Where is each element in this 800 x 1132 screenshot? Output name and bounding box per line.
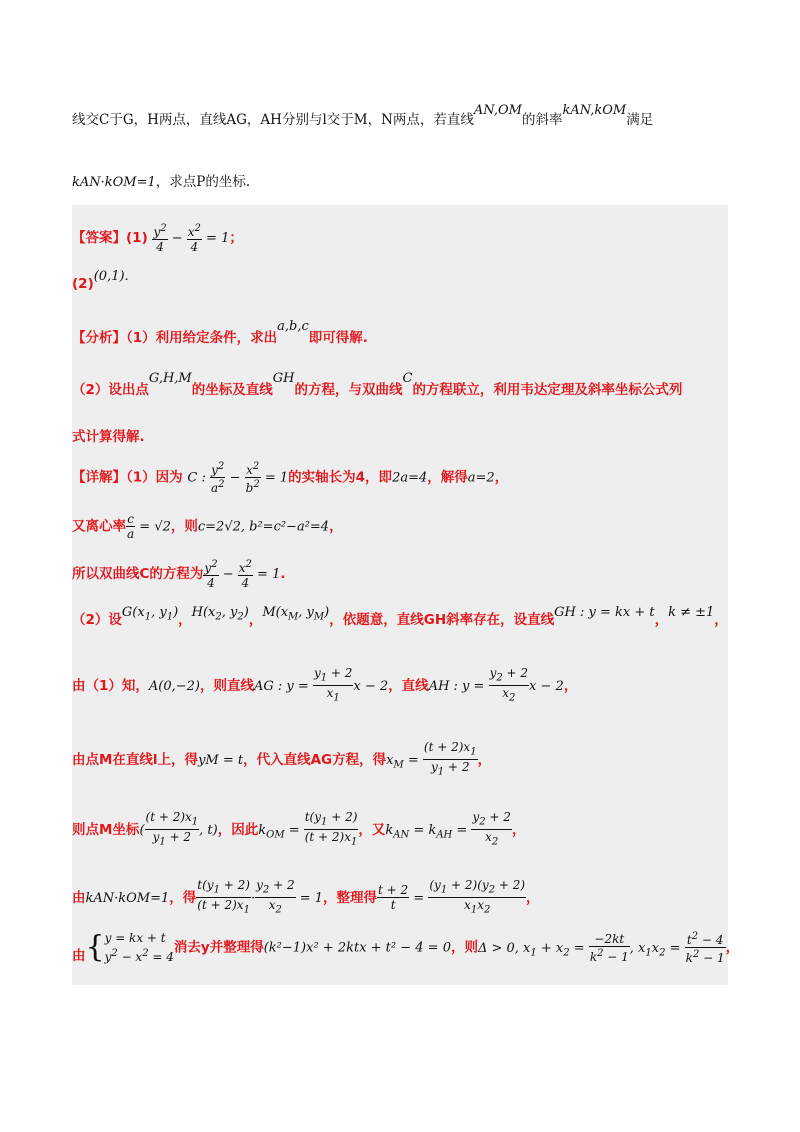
- answer-part1-label: (1): [126, 230, 148, 246]
- detail-line-8: 由kAN·kOM=1，得 $\frac{t(y_1 + 2)}{(t + 2)x_1}$ · $\frac{y_2 + 2}{x_2}$ = 1，整理得 $\frac{t + 2}{t}$ = $\frac{(y_1 + 2)(y_2 + 2)}{x_1x_2}$ ，: [72, 878, 540, 916]
- problem-line-1: [72, 103, 654, 128]
- detail-line-3: 所以双曲线C的方程为 $\frac{y^2}{4}$ − $\frac{x^2}{4}$ = 1.: [72, 559, 286, 590]
- answer-line-1: 【答案】(1) $\frac{y^2}{4}$ − $\frac{x^2}{4}$ = 1；: [72, 223, 243, 254]
- detail-line-4: （2）设$G(x_1$, $y_1$)，$H(x_2$, $y_2$)，$M(x_M$, $y_M$)，依题意，直线GH斜率存在，设直线GH : y = kx + t，k ≠ ±1，: [72, 605, 728, 628]
- answer-part2-value: (0,1).: [93, 269, 129, 284]
- math-abc: a,b,c: [277, 319, 309, 334]
- analysis-line-3: 式计算得解.: [72, 429, 145, 445]
- detail-line-1: 【详解】（1）因为 C : $\frac{y^2}{a^2}$ − $\frac{x^2}{b^2}$ = 1的实轴长为4，即2a=4，解得a=2，: [72, 461, 509, 495]
- detail-line-7: 则点M坐标( $\frac{(t + 2)x_1}{y_1 + 2}$ , t)，因此$k_{OM}$ = $\frac{t(y_1 + 2)}{(t + 2)x_1}$ ，又$k_{AN} = k_{AH}$ = $\frac{y_2 + 2}{x_2}$ ，: [72, 810, 526, 848]
- problem-text: 的斜率: [521, 112, 563, 128]
- detail-line-5: 由（1）知，A(0,−2)，则直线AG : y = $\frac{y_1 + 2}{x_1}$ x − 2，直线AH : y = $\frac{y_2 + 2}{x_2}$ x − 2，: [72, 666, 578, 704]
- problem-text: ，求点P的坐标.: [155, 174, 251, 190]
- math-slope-product: kAN·kOM=1: [72, 175, 156, 190]
- detail-line-9: 由{ y = kx + t $y^2 - x^2 = 4$ 消去y并整理得(k²−1)x² + 2ktx + t² − 4 = 0，则Δ > 0, $x_1 + x_2$ = $\frac{-2kt}{k^2 - 1}$ , $x_1x_2$ = $\frac{t^2 - 4}{k^2 - 1}$ ，: [72, 929, 740, 965]
- detail-line-2: 又离心率 $\frac{c}{a}$ = √2，则c=2√2, b²=c²−a²=4，: [72, 512, 343, 541]
- answer-part2-label: (2): [72, 276, 94, 292]
- answer-line-2: [72, 268, 129, 292]
- answer-label: 【答案】: [72, 230, 126, 246]
- math-an-om: AN,OM: [473, 103, 522, 118]
- math-slopes: kAN,kOM: [562, 103, 627, 118]
- detail-line-6: 由点M在直线l上，得yM = t，代入直线AG方程，得$x_M$ = $\frac{(t + 2)x_1}{y_1 + 2}$ ，: [72, 740, 492, 778]
- problem-text: 线交C于G，H两点，直线AG，AH分别与l交于M，N两点，若直线: [72, 112, 474, 128]
- solution-background: [72, 205, 728, 985]
- problem-text: 满足: [626, 112, 654, 128]
- analysis-line-2: （2）设出点G,H,M的坐标及直线GH的方程，与双曲线C的方程联立，利用韦达定理及斜率坐标公式列: [72, 371, 683, 398]
- analysis-line-1: 【分析】（1）利用给定条件，求出a,b,c即可得解.: [72, 319, 368, 346]
- problem-line-2: [72, 170, 250, 190]
